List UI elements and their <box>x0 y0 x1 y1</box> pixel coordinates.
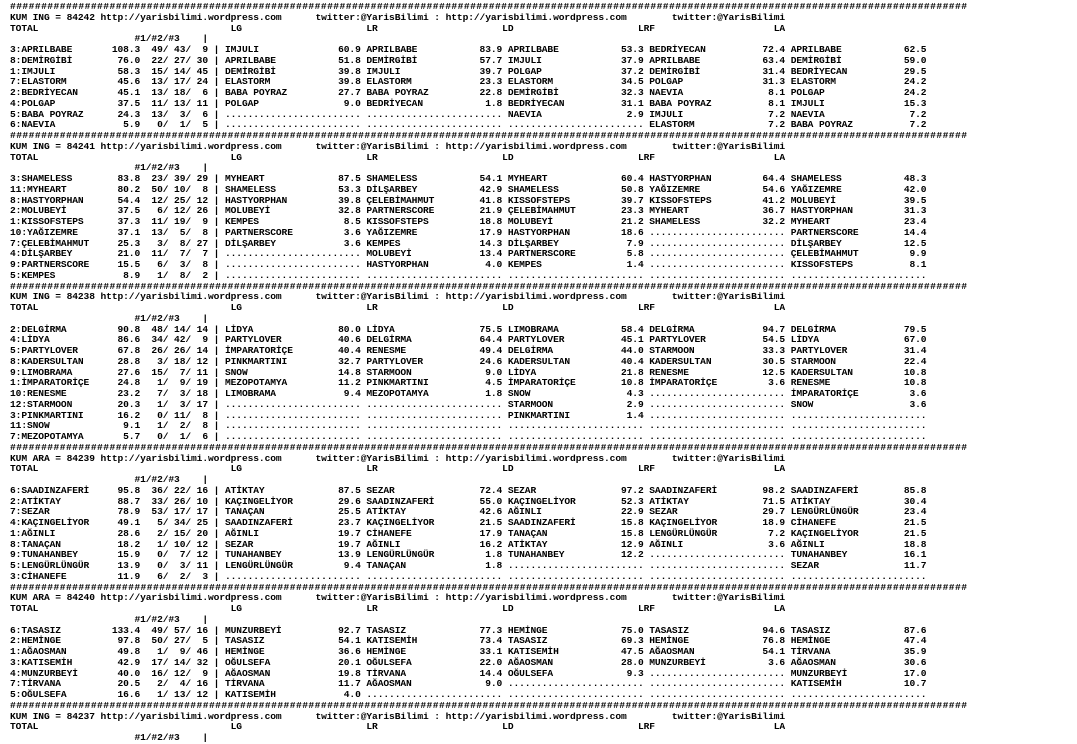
horse-row: 3:SHAMELESS 83.8 23/ 39/ 29 | MYHEART 87.5 SHAMELESS 54.1 MYHEART 60.4 HASTYORPHAN 64.4 SHAMELESS 48.3 <box>10 173 927 184</box>
horse-row: 1:IMJULI 58.3 15/ 14/ 45 | DEMİRGİBİ 39.8 IMJULI 39.7 POLGAP 37.2 DEMİRGİBİ 31.4 BEDRİYECAN 29.5 <box>10 65 927 77</box>
horse-row: 5:BABA POYRAZ 24.3 13/ 3/ 6 | ........................ ........................ NAEVIA 2.9 IMJULI 7.2 NAEVIA 7.2 <box>10 108 927 120</box>
horse-row: 4:MUNZURBEYİ 40.0 16/ 12/ 9 | AĞAOSMAN 19.8 TİRVANA 14.4 OĞULSEFA 9.3 ........................ MUNZURBEYİ 17.0 <box>10 667 927 679</box>
horse-row: 6:NAEVIA 5.9 0/ 1/ 5 | ........................ ........................ ........................ ELASTORM 7.2 BABA POYRAZ 7.2 <box>10 119 927 131</box>
separator-line: ########################################################################################################################################################## <box>10 699 968 711</box>
column-header: TOTAL LG LR LD LRF LA <box>10 721 786 733</box>
horse-row: 7:TİRVANA 20.5 2/ 4/ 16 | TİRVANA 11.7 AĞAOSMAN 9.0 ........................ ........................ KATISEMİH 10.7 <box>10 678 927 690</box>
horse-row: 1:AĞINLI 28.6 2/ 15/ 20 | AĞINLI 19.7 CİHANEFE 17.9 TANAÇAN 15.8 LENGÜRLÜNGÜR 7.2 KAÇINGELİYOR 21.5 <box>10 527 927 539</box>
horse-row: 3:APRILBABE 108.3 49/ 43/ 9 | IMJULI 60.9 APRILBABE 83.9 APRILBABE 53.3 BEDRİYECAN 72.4 APRILBABE 62.5 <box>10 44 927 55</box>
race-header: KUM ARA = 84239 http://yarisbilimi.wordpress.com twitter:@YarisBilimi : http://yarisbilimi.wordpress.com twitter:@YarisBilimi <box>10 452 786 464</box>
column-header: TOTAL LG LR LD LRF LA <box>10 22 786 34</box>
horse-row: 12:STARMOON 20.3 1/ 3/ 17 | ........................ ........................ STARMOON 2.9 ........................ SNOW 3.6 <box>10 398 927 410</box>
horse-row: 7:ELASTORM 45.6 13/ 17/ 24 | ELASTORM 39.8 ELASTORM 23.3 ELASTORM 34.5 POLGAP 31.3 ELASTORM 24.2 <box>10 76 927 88</box>
horse-row: 2:ATİKTAY 88.7 33/ 26/ 10 | KAÇINGELİYOR 29.6 SAADINZAFERİ 55.0 KAÇINGELİYOR 52.3 ATİKTAY 71.5 ATİKTAY 30.4 <box>10 495 927 507</box>
horse-row: 1:AĞAOSMAN 49.8 1/ 9/ 46 | HEMİNGE 36.6 HEMİNGE 33.1 KATISEMİH 47.5 AĞAOSMAN 54.1 TİRVANA 35.9 <box>10 646 927 657</box>
race-header: KUM ARA = 84240 http://yarisbilimi.wordpress.com twitter:@YarisBilimi : http://yarisbilimi.wordpress.com twitter:@YarisBilimi <box>10 592 786 604</box>
horse-row: 4:DİLŞARBEY 21.0 11/ 7/ 7 | ........................ MOLUBEYİ 13.4 PARTNERSCORE 5.8 ........................ ÇELEBİMAHMUT 9.9 <box>10 248 927 260</box>
column-subheader: #1/#2/#3 | <box>10 474 209 485</box>
horse-row: 3:PINKMARTINI 16.2 0/ 11/ 8 | ........................ ........................ PINKMARTINI 1.4 ........................ ........................ <box>10 409 927 421</box>
horse-row: 5:KEMPES 8.9 1/ 8/ 2 | ........................ ........................ ........................ ........................ ........................ <box>10 269 927 281</box>
column-header: TOTAL LG LR LD LRF LA <box>10 151 786 163</box>
horse-row: 7:MEZOPOTAMYA 5.7 0/ 1/ 6 | ........................ ........................ ........................ ........................ ........................ <box>10 431 927 442</box>
horse-row: 8:HASTYORPHAN 54.4 12/ 25/ 12 | HASTYORPHAN 39.8 ÇELEBİMAHMUT 41.8 KISSOFSTEPS 39.7 KISSOFSTEPS 41.2 MOLUBEYİ 39.5 <box>10 194 927 206</box>
column-header: TOTAL LG LR LD LRF LA <box>10 463 786 475</box>
horse-row: 2:BEDRİYECAN 45.1 13/ 18/ 6 | BABA POYRAZ 27.7 BABA POYRAZ 22.8 DEMİRGİBİ 32.3 NAEVIA 8.1 POLGAP 24.2 <box>10 87 927 98</box>
horse-row: 5:PARTYLOVER 67.8 26/ 26/ 14 | İMPARATORİÇE 40.4 RENESME 49.4 DELGİRMA 44.0 STARMOON 33.3 PARTYLOVER 31.4 <box>10 345 927 356</box>
horse-row: 4:KAÇINGELİYOR 49.1 5/ 34/ 25 | SAADINZAFERİ 23.7 KAÇINGELİYOR 21.5 SAADINZAFERİ 15.8 KAÇINGELİYOR 18.9 CİHANEFE 21.5 <box>10 517 927 528</box>
separator-line: ########################################################################################################################################################## <box>10 581 968 593</box>
column-subheader: #1/#2/#3 | <box>10 162 209 174</box>
horse-row: 8:TANAÇAN 18.2 1/ 10/ 12 | SEZAR 19.7 AĞINLI 16.2 ATİKTAY 12.9 AĞINLI 3.6 AĞINLI 18.8 <box>10 538 927 550</box>
race-header: KUM ING = 84241 http://yarisbilimi.wordpress.com twitter:@YarisBilimi : http://yarisbilimi.wordpress.com twitter:@YarisBilimi <box>10 140 786 152</box>
separator-line: ########################################################################################################################################################## <box>10 441 968 453</box>
horse-row: 11:MYHEART 80.2 50/ 10/ 8 | SHAMELESS 53.3 DİLŞARBEY 42.9 SHAMELESS 50.8 YAĞIZEMRE 54.6 YAĞIZEMRE 42.0 <box>10 183 927 195</box>
column-header: TOTAL LG LR LD LRF LA <box>10 603 786 614</box>
horse-row: 9:LIMOBRAMA 27.6 15/ 7/ 11 | SNOW 14.8 STARMOON 9.0 LİDYA 21.8 RENESME 12.5 KADERSULTAN 10.8 <box>10 366 927 378</box>
race-header: KUM ING = 84238 http://yarisbilimi.wordpress.com twitter:@YarisBilimi : http://yarisbilimi.wordpress.com twitter:@YarisBilimi <box>10 291 786 303</box>
horse-row: 9:PARTNERSCORE 15.5 6/ 3/ 8 | ........................ HASTYORPHAN 4.0 KEMPES 1.4 ........................ KISSOFSTEPS 8.1 <box>10 259 927 270</box>
horse-row: 8:DEMİRGİBİ 76.0 22/ 27/ 30 | APRILBABE 51.8 DEMİRGİBİ 57.7 IMJULI 37.9 APRILBABE 63.4 DEMİRGİBİ 59.0 <box>10 54 927 66</box>
horse-row: 5:OĞULSEFA 16.6 1/ 13/ 12 | KATISEMİH 4.0 ........................ ........................ ........................ ........................ <box>10 689 927 700</box>
separator-line: ########################################################################################################################################################## <box>10 130 968 141</box>
race-header: KUM ING = 84237 http://yarisbilimi.wordpress.com twitter:@YarisBilimi : http://yarisbilimi.wordpress.com twitter:@YarisBilimi <box>10 710 786 722</box>
horse-row: 3:KATISEMİH 42.9 17/ 14/ 32 | OĞULSEFA 20.1 OĞULSEFA 22.0 AĞAOSMAN 28.0 MUNZURBEYİ 3.6 AĞAOSMAN 30.6 <box>10 656 927 668</box>
race-header: KUM ING = 84242 http://yarisbilimi.wordpress.com twitter:@YarisBilimi : http://yarisbilimi.wordpress.com twitter:@YarisBilimi <box>10 11 786 23</box>
horse-row: 8:KADERSULTAN 28.8 3/ 18/ 12 | PINKMARTINI 32.7 PARTYLOVER 24.6 KADERSULTAN 40.4 KADERSULTAN 30.5 STARMOON 22.4 <box>10 355 927 367</box>
horse-row: 10:YAĞIZEMRE 37.1 13/ 5/ 8 | PARTNERSCORE 3.6 YAĞIZEMRE 17.9 HASTYORPHAN 18.6 ........................ PARTNERSCORE 14.4 <box>10 226 927 238</box>
horse-row: 11:SNOW 9.1 1/ 2/ 8 | ........................ ........................ ........................ ........................ ........................ <box>10 420 927 432</box>
horse-row: 3:CİHANEFE 11.9 6/ 2/ 3 | ........................ ........................ ........................ ........................ ........................ <box>10 570 927 582</box>
separator-line: ########################################################################################################################################################## <box>10 280 968 292</box>
horse-row: 6:TASASIZ 133.4 49/ 57/ 16 | MUNZURBEYİ 92.7 TASASIZ 77.3 HEMİNGE 75.0 TASASIZ 94.6 TASASIZ 87.6 <box>10 624 927 636</box>
column-subheader: #1/#2/#3 | <box>10 732 209 743</box>
horse-row: 4:LİDYA 86.6 34/ 42/ 9 | PARTYLOVER 40.6 DELGİRMA 64.4 PARTYLOVER 45.1 PARTYLOVER 54.5 LİDYA 67.0 <box>10 334 927 346</box>
horse-row: 4:POLGAP 37.5 11/ 13/ 11 | POLGAP 9.0 BEDRİYECAN 1.8 BEDRİYECAN 31.1 BABA POYRAZ 8.1 IMJULI 15.3 <box>10 97 927 109</box>
horse-row: 7:SEZAR 78.9 53/ 17/ 17 | TANAÇAN 25.5 ATİKTAY 42.6 AĞINLI 22.9 SEZAR 29.7 LENGÜRLÜNGÜR 23.4 <box>10 506 927 518</box>
horse-row: 2:HEMİNGE 97.8 50/ 27/ 5 | TASASIZ 54.1 KATISEMİH 73.4 TASASIZ 69.3 HEMİNGE 76.8 HEMİNGE 47.4 <box>10 635 927 647</box>
horse-row: 2:MOLUBEYİ 37.5 6/ 12/ 26 | MOLUBEYİ 32.8 PARTNERSCORE 21.9 ÇELEBİMAHMUT 23.3 MYHEART 36.7 HASTYORPHAN 31.3 <box>10 205 927 217</box>
separator-line: ########################################################################################################################################################## <box>10 1 968 12</box>
horse-row: 1:KISSOFSTEPS 37.3 11/ 19/ 9 | KEMPES 8.5 KISSOFSTEPS 18.8 MOLUBEYİ 21.2 SHAMELESS 32.2 MYHEART 23.4 <box>10 216 927 227</box>
column-subheader: #1/#2/#3 | <box>10 33 209 45</box>
horse-row: 9:TUNAHANBEY 15.9 0/ 7/ 12 | TUNAHANBEY 13.9 LENGÜRLÜNGÜR 1.8 TUNAHANBEY 12.2 ........................ TUNAHANBEY 16.1 <box>10 549 927 561</box>
horse-row: 7:ÇELEBİMAHMUT 25.3 3/ 8/ 27 | DİLŞARBEY 3.6 KEMPES 14.3 DİLŞARBEY 7.9 ........................ DİLŞARBEY 12.5 <box>10 237 927 249</box>
horse-row: 5:LENGÜRLÜNGÜR 13.9 0/ 3/ 11 | LENGÜRLÜNGÜR 9.4 TANAÇAN 1.8 ........................ ........................ SEZAR 11.7 <box>10 560 927 571</box>
column-header: TOTAL LG LR LD LRF LA <box>10 302 786 313</box>
horse-row: 6:SAADINZAFERİ 95.8 36/ 22/ 16 | ATİKTAY 87.5 SEZAR 72.4 SEZAR 97.2 SAADINZAFERİ 98.2 SAADINZAFERİ 85.8 <box>10 484 927 496</box>
horse-row: 10:RENESME 23.2 7/ 3/ 18 | LIMOBRAMA 9.4 MEZOPOTAMYA 1.8 SNOW 4.3 ........................ İMPARATORİÇE 3.6 <box>10 388 927 399</box>
column-subheader: #1/#2/#3 | <box>10 312 209 324</box>
horse-row: 1:İMPARATORİÇE 24.8 1/ 9/ 19 | MEZOPOTAMYA 11.2 PINKMARTINI 4.5 İMPARATORİÇE 10.8 İMPARATORİÇE 3.6 RENESME 10.8 <box>10 377 927 389</box>
horse-row: 2:DELGİRMA 90.8 48/ 14/ 14 | LİDYA 80.0 LİDYA 75.5 LIMOBRAMA 58.4 DELGİRMA 94.7 DELGİRMA 79.5 <box>10 323 927 335</box>
column-subheader: #1/#2/#3 | <box>10 613 209 625</box>
